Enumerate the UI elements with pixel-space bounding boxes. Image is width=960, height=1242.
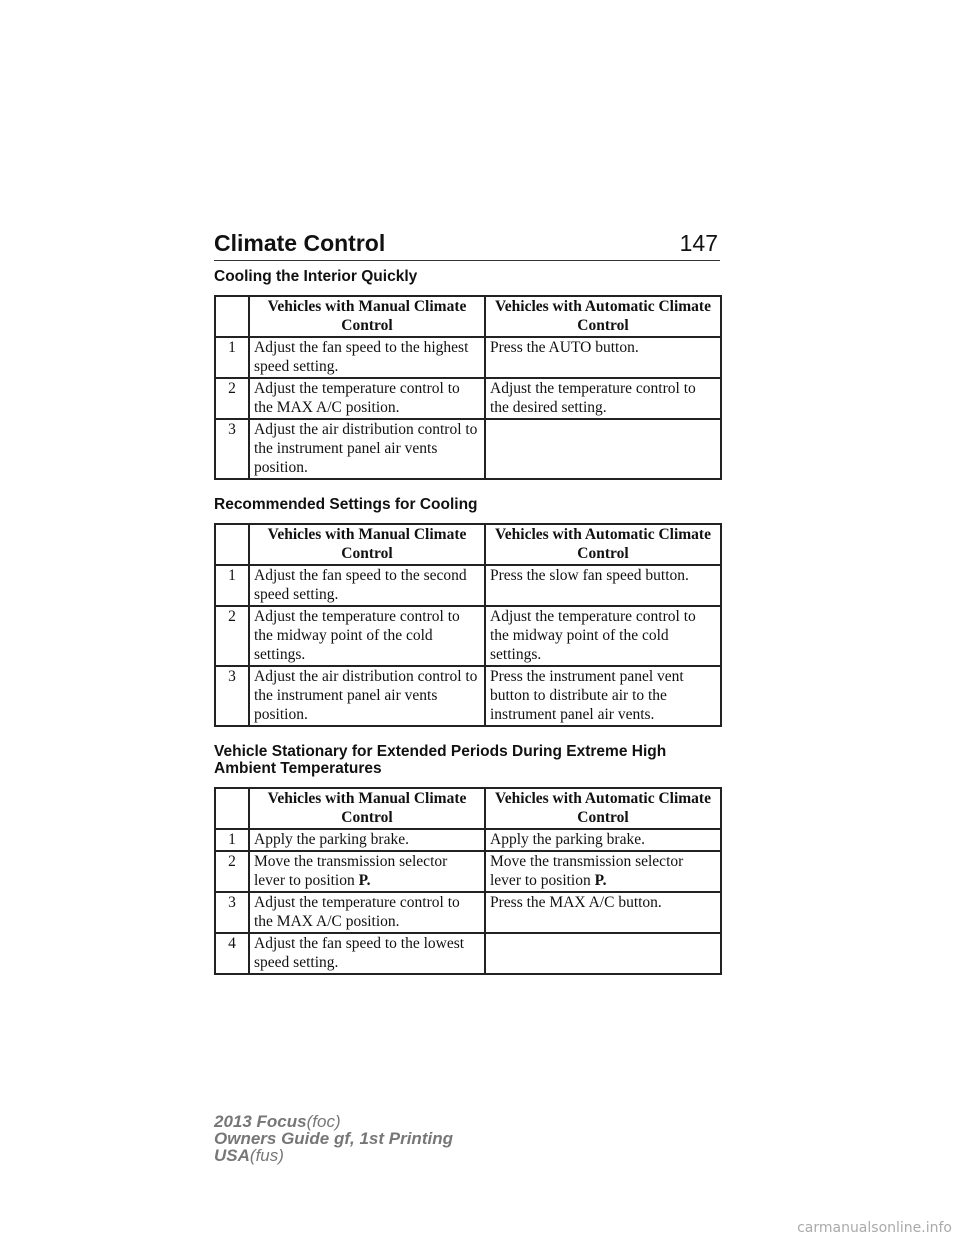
steps-table (214, 787, 722, 975)
footer-guide: Owners Guide gf, 1st Printing (214, 1129, 453, 1148)
manual-step: Adjust the fan speed to the lowest speed setting. (249, 933, 485, 974)
table-header-row (215, 788, 721, 829)
table-header-row (215, 296, 721, 337)
step-number: 3 (215, 666, 249, 726)
table-row (215, 606, 721, 666)
manual-step: Adjust the temperature control to the MAX A/C position. (249, 892, 485, 933)
step-number: 1 (215, 829, 249, 851)
page-title: Climate Control (214, 230, 386, 256)
automatic-step: Adjust the temperature control to the desired setting. (485, 378, 721, 419)
table-row (215, 419, 721, 479)
automatic-step: Adjust the temperature control to the midway point of the cold settings. (485, 606, 721, 666)
automatic-step: Press the MAX A/C button. (485, 892, 721, 933)
gear-position: P. (358, 872, 371, 889)
header-automatic: Vehicles with Automatic Climate Control (485, 296, 721, 337)
automatic-step-text: Move the transmission selector lever to position (490, 853, 684, 889)
step-number: 4 (215, 933, 249, 974)
footer-model: 2013 Focus (214, 1112, 307, 1131)
header-num-cell (215, 524, 249, 565)
automatic-step: Press the slow fan speed button. (485, 565, 721, 606)
table-row (215, 851, 721, 892)
table-row (215, 829, 721, 851)
table-row (215, 892, 721, 933)
automatic-step (485, 933, 721, 974)
footer-model-code: (foc) (306, 1112, 341, 1131)
manual-step: Adjust the air distribution control to the instrument panel air vents position. (249, 419, 485, 479)
table-row (215, 378, 721, 419)
header-manual: Vehicles with Manual Climate Control (249, 296, 485, 337)
page-number: 147 (679, 230, 718, 256)
footer-line (214, 1113, 453, 1130)
steps-table (214, 523, 722, 727)
table-row (215, 666, 721, 726)
manual-step: Adjust the temperature control to the MAX A/C position. (249, 378, 485, 419)
section-heading: Cooling the Interior Quickly (214, 268, 418, 285)
page-header (214, 228, 720, 261)
manual-step: Adjust the temperature control to the midway point of the cold settings. (249, 606, 485, 666)
footer-region: USA (214, 1146, 250, 1165)
footer-region-code: (fus) (249, 1146, 284, 1165)
manual-step: Adjust the air distribution control to the instrument panel air vents position. (249, 666, 485, 726)
footer-line (214, 1147, 453, 1164)
automatic-step: Press the AUTO button. (485, 337, 721, 378)
manual-step: Adjust the fan speed to the second speed setting. (249, 565, 485, 606)
step-number: 3 (215, 419, 249, 479)
page-content (214, 268, 720, 991)
manual-step: Adjust the fan speed to the highest speed setting. (249, 337, 485, 378)
manual-step-text: Move the transmission selector lever to position (254, 853, 448, 889)
header-num-cell (215, 788, 249, 829)
step-number: 1 (215, 565, 249, 606)
manual-step: Apply the parking brake. (249, 829, 485, 851)
header-automatic: Vehicles with Automatic Climate Control (485, 788, 721, 829)
step-number: 2 (215, 606, 249, 666)
automatic-step: Apply the parking brake. (485, 829, 721, 851)
table-header-row (215, 524, 721, 565)
automatic-step (485, 851, 721, 892)
step-number: 2 (215, 851, 249, 892)
site-watermark: carmanualsonline.info (797, 1220, 952, 1236)
section-heading: Vehicle Stationary for Extended Periods During Extreme High Ambient Temperatures (214, 743, 667, 777)
steps-table (214, 295, 722, 480)
step-number: 1 (215, 337, 249, 378)
automatic-step: Press the instrument panel vent button to distribute air to the instrument panel air vents. (485, 666, 721, 726)
table-row (215, 565, 721, 606)
step-number: 3 (215, 892, 249, 933)
step-number: 2 (215, 378, 249, 419)
table-row (215, 933, 721, 974)
header-manual: Vehicles with Manual Climate Control (249, 524, 485, 565)
gear-position: P. (594, 872, 607, 889)
footer-line (214, 1130, 453, 1147)
automatic-step (485, 419, 721, 479)
header-num-cell (215, 296, 249, 337)
table-row (215, 337, 721, 378)
section-heading: Recommended Settings for Cooling (214, 496, 478, 513)
manual-step (249, 851, 485, 892)
header-automatic: Vehicles with Automatic Climate Control (485, 524, 721, 565)
header-manual: Vehicles with Manual Climate Control (249, 788, 485, 829)
document-footer (214, 1113, 453, 1164)
